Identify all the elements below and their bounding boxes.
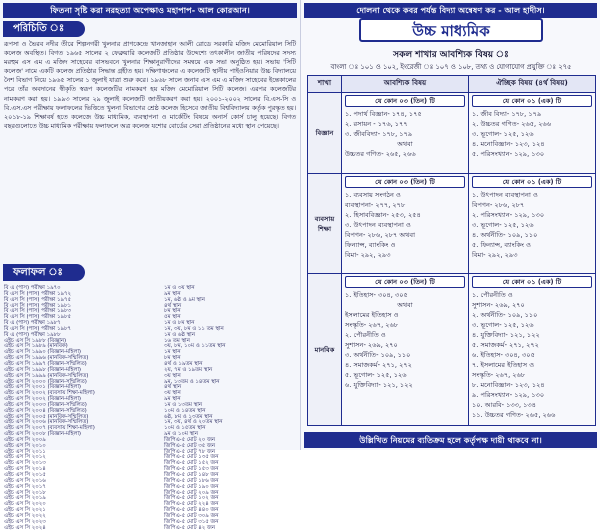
subject-line: সুশাসন- ২৬৯, ২৭০ [345, 341, 398, 350]
result-exam: এইচ এস সি ২০১২ [4, 454, 46, 461]
subject-line: ১. ইতিহাস- ৩০৪, ৩০৫ [345, 291, 408, 300]
results-list [4, 285, 296, 531]
result-position: ২য়, ৭ম ও ১৯তম স্থান [164, 366, 213, 373]
result-exam: বি এস সি (পাস) পরীক্ষা ১৯৮১ [4, 302, 71, 309]
result-exam: এইচ এস সি ২০১৬ [4, 477, 46, 484]
result-exam: এইচ এস সি ২০০১ (বিজ্ঞান-মহিলা) [4, 384, 82, 391]
table-header-row [308, 76, 596, 93]
subject-line: ৩. ভূগোল- ১২৫, ১২৬ [472, 130, 534, 138]
result-exam: এইচ এস সি ২০০২ (ব্যবসায় শিক্ষা-মহিলা) [4, 390, 95, 397]
subject-line: অথবা [397, 140, 413, 148]
subject-line: ৮. মনোবিজ্ঞান- ১২৩, ১২৪ [472, 381, 545, 390]
subject-line: ৯. পরিসংখ্যান- ১২৯, ১৩০ [472, 391, 545, 400]
result-exam: এইচ এস সি ২০২১ [4, 507, 46, 514]
subject-line: ৫. ফিন্যান্স, ব্যাংকিং ও [472, 241, 531, 250]
compulsory-choice-heading: যে কোন ০৩ (তিন) টি [345, 176, 465, 188]
result-position: জিপিএ-৫ মোট ২২৪ জন [164, 501, 219, 508]
hadith-banner: দোলনা থেকে কবর পর্যন্ত বিদ্যা অন্বেষণ কর - আল হাদীস। [304, 3, 597, 18]
subject-line: ২. পৌরনীতি ও [345, 331, 386, 340]
result-exam: এইচ এস সি ২০২২ [4, 512, 46, 519]
subject-line: সংস্কৃতি- ২৬৭, ২৬৮ [345, 321, 399, 330]
optional-subjects-cell [469, 274, 596, 426]
result-position: ৪র্থ স্থান [164, 302, 182, 309]
right-page [300, 0, 600, 450]
result-position: ৮ম স্থান [164, 308, 181, 315]
subject-line: সুশাসন- ২৬৯, ২৭০ [472, 301, 525, 310]
result-position: ১০ম ও ১৪তম স্থান [164, 407, 206, 414]
subject-line: ৬. ইতিহাস- ৩০৪, ৩০৫ [472, 351, 535, 360]
result-exam: এইচ এস সি ১৯৯৭ (বিজ্ঞান-সম্মিলিত) [4, 360, 87, 367]
result-exam: এইচ এস সি ২০১৯ [4, 495, 46, 502]
group-name: বিজ্ঞান [308, 93, 342, 174]
subject-line: ৪. অর্থনীতি- ১০৯, ১১০ [472, 231, 538, 240]
result-exam: বি এস সি (পাস) পরীক্ষা ১৯৭৫ [4, 296, 71, 303]
quran-banner: ফিতনা সৃষ্টি করা নরহত্যা অপেক্ষাও মহাপাপ- আল কোরআন। [3, 3, 297, 18]
result-position: ১ম ও ৩য় স্থান [164, 285, 195, 291]
result-position: জিপিএ-৫ মোট ২০ জন [164, 436, 215, 443]
result-exam: বি এ (পাস) পরীক্ষা ১৯৮৮ [4, 331, 61, 338]
compulsory-subtitle: সকল শাখার আবশ্যিক বিষয় ঃ [393, 50, 509, 60]
subject-line: ৪. যুক্তিবিদ্যা- ১২১, ১২২ [472, 331, 540, 340]
footer-note: উল্লিখিত নিয়মের ব্যতিক্রম হলে কর্তৃপক্ষ দায়ী থাকবে না। [304, 432, 597, 448]
result-position: জিপিএ-৫ মোট ১৫২ জন [164, 460, 219, 467]
subject-line: ৫. সমাজকর্ম- ২৭১, ২৭২ [472, 341, 539, 350]
result-position: ৯ম স্থান [164, 396, 181, 403]
result-exam: এইচ এস সি ২০০৩ (বিজ্ঞান-সম্মিলিত) [4, 401, 87, 408]
result-position: ৪র্থ স্থান [164, 384, 182, 391]
subject-line: ২. হিসাববিজ্ঞান- ২৫৩, ২৫৪ [345, 211, 421, 220]
results-heading: ফলাফল ঃ [3, 264, 85, 281]
subject-line: ১১. উচ্চতর গণিত- ২৬৫, ২৬৬ [472, 411, 556, 420]
group-row [308, 274, 596, 426]
result-position: জিপিএ-৫ মোট ১৯০ জন [164, 483, 219, 490]
result-exam: এইচ এস সি ২০১৩ [4, 460, 46, 467]
subject-line: ৩. জীববিদ্যা- ১৭৮, ১৭৯ [345, 130, 413, 138]
result-position: ১০ম ও ১৫তম স্থান [164, 425, 206, 432]
result-position: ১ম, ৬ষ্ঠ ও ৯ম স্থান [164, 296, 205, 303]
result-exam: এইচ এস সি ১৯৮৮ (বিজ্ঞান) [4, 337, 67, 344]
left-page [0, 0, 300, 531]
result-position: জিপিএ-৫ মোট ১৩৫ জন [164, 454, 219, 461]
result-position: জিপিএ-৫ মোট ২০৯ জন [164, 489, 219, 496]
compulsory-subjects-cell [342, 274, 469, 426]
result-exam: এইচ এস সি ২০০৭ (ব্যবসায় শিক্ষা-মহিলা) [4, 425, 95, 432]
result-position: ১ম, ৩য়, ৪র্থ ও ২০তম স্থান [164, 419, 223, 426]
result-exam: এইচ এস সি ২০১১ [4, 448, 46, 455]
result-exam: এইচ এস সি ২০২৩ [4, 518, 46, 525]
result-exam: এইচ এস সি ২০১০ [4, 442, 46, 449]
subject-line: অথবা [397, 301, 413, 310]
result-position: জিপিএ-৫ মোট ১৫৩ জন [164, 466, 219, 473]
compulsory-choice-heading: যে কোন ০৩ (তিন) টি [345, 95, 465, 107]
result-position: ৩য় স্থান [164, 372, 181, 379]
result-exam: এইচ এস সি ২০০৫ (মানবিক-সম্মিলিত) [4, 413, 89, 420]
result-exam: এইচ এস সি ২০১৭ [4, 483, 46, 490]
result-position: ৪র্থ ও ১৯তম স্থান [164, 360, 203, 367]
result-exam: এইচ এস সি ১৯৯০ (বিজ্ঞান-মহিলা) [4, 349, 82, 356]
compulsory-subjects-cell [342, 174, 469, 274]
result-position: ১ম, ৩য়, ৮ম ও ১১ তম স্থান [164, 325, 224, 332]
result-position: জিপিএ-৫ মোট ৭৮ জন [164, 448, 215, 455]
compulsory-subjects-cell [342, 93, 469, 174]
subject-line: ৩. উৎপাদন ব্যবস্থাপনা ও [345, 221, 411, 230]
result-exam: এইচ এস সি ২০০৪ (বিজ্ঞান-সম্মিলিত) [4, 407, 87, 414]
result-position: ১ম ও ৬ষ্ঠ স্থান [164, 331, 195, 338]
subject-line: ২. উচ্চতর গণিত- ২৬৫, ২৬৬ [472, 120, 552, 128]
subject-line: ফিন্যান্স, ব্যাংকিং ও [345, 241, 396, 250]
result-position: ৩য়, ৮ম, ১০ম ও ১১তম স্থান [164, 343, 226, 350]
optional-subjects-cell [469, 93, 596, 174]
subject-line: ৫. ভূগোল- ১২৫, ১২৬ [345, 371, 407, 380]
result-position: জিপিএ-৫ মোট ১০২ জন [164, 495, 219, 502]
subject-table [307, 75, 596, 426]
subject-line: ৩. অর্থনীতি- ১০৯, ১১০ [345, 351, 411, 360]
result-position: ৩য় স্থান [164, 390, 181, 397]
optional-subjects-cell [469, 174, 596, 274]
result-position: ১৬ তম স্থান [164, 337, 190, 344]
result-exam: এইচ এস সি ২০১৫ [4, 472, 46, 478]
result-position: ১ম ও ১৩তম স্থান [164, 401, 202, 408]
col-header-optional: ঐচ্ছিক বিষয় (৪র্থ বিষয়) [469, 76, 596, 93]
group-row [308, 174, 596, 274]
subject-line: ইসলামের ইতিহাস ও [345, 311, 399, 320]
intro-text: রূপসা ও ভৈরব নদীর তীরে শিল্পনগরী খুলনার প্রাণকেন্দ্রে খানজাহান আলী রোডে সরকারি মজিদ মেমোরিয়াল সিটি কলেজ অবস্থিত। বিগত ১৯৬৫ সালের ২ ফেব্রুয়ারি কলেজটি প্রতিষ্ঠার উদ্দেশ্যে তৎকালীন জাতীয় পরিষদের সদস্য মরহুম এস এম এ মজিদ সাহেবের বাসভবনে খুলনার শিক্ষানুরাগীদের সমন্বয়ে এক সভা অনুষ্ঠিত হয়। সভায় 'সিটি কলেজ' নামে একটি কলেজ প্রতিষ্ঠার সিদ্ধান্ত গ্রহীত হয়। দক্ষিণাঞ্চলের এ কলেজটি স্থানীয় পাইওনিয়ার উচ্চ বিদ্যালয়ে নৈশ বিভাগ নিয়ে ১৯৬৫ সালের ১ জুলাই যাত্রা শুরু করে। ১৯৬৮ সালে জনাব এস এম এ মজিদ সাহেবের ইন্তেকালের পরে তাঁর অবদানের স্বীকৃতি স্বরূপ কলেজটির নামকরণ হয় মজিদ মেমোরিয়াল সিটি কলেজ। এরপর কলেজটির নামকরণ করা হয়। ১৯৯৩ সালের ২৯ জুলাই কলেজটি জাতীয়করণ করা হয়। ২০০১-২০০২ সালের বি.এস-সি ও বি.এস.এস পরীক্ষায় ফলাফলের ভিত্তিতে খুলনা বিভাগের শ্রেষ্ঠ কলেজ হিসেবে জাতীয় বিশ্ববিদ্যালয় কর্তৃক পুরস্কৃত হয়। ২০১৮-১৯ শিক্ষাবর্ষ হতে কলেজে উচ্চ মাধ্যমিক, ব্যবস্থাপনা ও মার্কেটিং বিষয়ে অনার্স কোর্স চালু হয়েছে। বিগত বছরগুলোতে উচ্চ মাধ্যমিক পরীক্ষায় ফলাফলে অত্র কলেজ যশোর বোর্ডের সেরা প্রতিষ্ঠানের মধ্যে স্থান পেয়েছে। [4, 41, 296, 130]
result-position: জিপিএ-৫ মোট ৩৫ জন [164, 442, 215, 449]
result-exam: এইচ এস সি ১৯৯৬ (মানবিক-সম্মিলিত) [4, 355, 89, 362]
result-exam: এইচ এস সি ২০০৬ (মানবিক-সম্মিলিত) [4, 419, 89, 426]
result-exam: বি এস সি (পাস) পরীক্ষা ১৯৮৫ [4, 314, 71, 321]
result-exam: বি এ (পাস) পরীক্ষা ১৯৮৭ [4, 320, 61, 327]
result-exam: এইচ এস সি ২০০৮ (বিজ্ঞান-মহিলা) [4, 431, 82, 438]
subject-line: ব্যবস্থাপনা- ২৭৭, ২৭৮ [345, 201, 406, 210]
result-position: জিপিএ-৫ মোট ৪৪০ জন [164, 507, 219, 514]
subject-line: ১. জীব বিদ্যা- ১৭৮, ১৭৯ [472, 110, 542, 118]
result-exam: এইচ এস সি ২০০০ (বিজ্ঞান-সম্মিলিত) [4, 378, 87, 385]
result-exam: এইচ এস সি ২০০৯ [4, 436, 46, 443]
result-position: ৯ম ও ১০ম স্থান [164, 431, 198, 438]
result-position: ৯ম, ১৩তম ও ১৪তম স্থান [164, 378, 220, 385]
subject-line: ১. উৎপাদন ব্যবস্থাপনা ও [472, 191, 538, 200]
common-subjects: বাংলা ঃ ১০১ ও ১০২, ইংরেজী ঃ ১০৭ ও ১০৮, তথ্য ও যোগাযোগ প্রযুক্তি ঃ ২৭৫ [330, 63, 572, 71]
optional-choice-heading: যে কোন ০১ (এক) টি [472, 276, 592, 288]
result-position: জিপিএ-৫ মোট ৪২ জন [164, 524, 215, 531]
result-exam: বি এস সি (পাস) পরীক্ষা ১৯৮৩ [4, 308, 71, 315]
result-exam: এইচ এস সি ১৯৯৮ (বিজ্ঞান-মহিলা) [4, 366, 82, 373]
optional-choice-heading: যে কোন ০১ (এক) টি [472, 176, 592, 188]
result-exam: এইচ এস সি ১৯৮৯ (মানবিক) [4, 343, 68, 350]
hsc-title: উচ্চ মাধ্যমিক [359, 18, 543, 42]
result-position: ৫ম স্থান [164, 314, 181, 321]
group-row [308, 93, 596, 174]
col-header-branch: শাখা [308, 76, 342, 93]
result-position: জিপিএ-৫ মোট ৩০৯ জন [164, 512, 219, 519]
group-name: ব্যবসায় শিক্ষা [308, 174, 342, 274]
subject-line: ১. পৌরনীতি ও [472, 291, 513, 300]
subject-line: ৫. পরিসংখ্যান- ১২৯, ১৩০ [472, 150, 545, 158]
subject-line: ৬. যুক্তিবিদ্যা- ১২১, ১২২ [345, 381, 413, 390]
result-position: ৬ষ্ঠ, ৮ম ও ১৩তম স্থান [164, 413, 213, 420]
subject-line: ৭. ইসলামের ইতিহাস ও [472, 361, 535, 370]
subject-line: ২. পরিসংখ্যান- ১২৯, ১৩০ [472, 211, 545, 220]
subject-line: সংস্কৃতি- ২৬৭, ২৬৮ [472, 371, 526, 380]
result-exam: বি এস সি (পাস) পরীক্ষা ১৯৮৭ [4, 325, 71, 332]
result-exam: এইচ এস সি ২০০২ (বিজ্ঞান-মহিলা) [4, 396, 82, 403]
subject-line: বিপণন- ২৮৬, ২৮৭ [472, 201, 525, 210]
result-position: জিপিএ-৫ মোট ১৮৬ জন [164, 477, 219, 484]
group-name: মানবিক [308, 274, 342, 426]
subject-line: ১. ব্যবসায় সংগঠন ও [345, 191, 401, 200]
subject-line: ৩. ভূগোল- ১২৫, ১২৬ [472, 221, 534, 230]
col-header-compulsory: আবশ্যিক বিষয় [342, 76, 469, 93]
subject-line: বিপণন- ২৮৬, ২৮৭ অথবা [345, 231, 415, 240]
result-position: জিপিএ-৫ মোট ১৪৮ জন [164, 472, 219, 478]
compulsory-choice-heading: যে কোন ০৩ (তিন) টি [345, 276, 465, 288]
subject-line: ৪. মনোবিজ্ঞান- ১২৩, ১২৪ [472, 140, 545, 148]
result-exam: এইচ এস সি ২০১৮ [4, 489, 46, 496]
subject-line: ২. রসায়ন - ১৭৬, ১৭৭ [345, 120, 408, 128]
subject-line: ৪. সমাজকর্ম- ২৭১, ২৭২ [345, 361, 412, 370]
result-position: ৮ম স্থান [164, 355, 181, 362]
result-exam: এইচ এস সি ২০২০ [4, 501, 46, 508]
result-exam: এইচ এস সি ২০১৪ [4, 466, 46, 473]
intro-heading: পরিচিতি ঃ [3, 21, 85, 37]
subject-line: ১. পদার্থ বিজ্ঞান- ১৭৪, ১৭৫ [345, 110, 422, 118]
subject-line: ১০. আরবি- ১৩৩, ১৩৪ [472, 401, 536, 410]
subject-line: ৩. ভূগোল- ১২৫, ১২৬ [472, 321, 534, 330]
result-exam: বি এস সি (পাস) পরীক্ষা ১৯৭২ [4, 290, 71, 297]
result-exam: বি এ (পাস) পরীক্ষা ১৯৭০ [4, 285, 61, 291]
result-position: ১ম ও ৮ম স্থান [164, 320, 195, 327]
result-exam: এইচ এস সি ১৯৯৯ (মানবিক-সম্মিলিত) [4, 372, 89, 379]
optional-choice-heading: যে কোন ০১ (এক) টি [472, 95, 592, 107]
subject-line: বিমা- ২৯২, ২৯৩ [345, 251, 391, 260]
subject-line: ২. অর্থনীতি- ১০৯, ১১০ [472, 311, 538, 320]
result-position: ১ম স্থান [164, 349, 181, 356]
result-position: ৯ম স্থান [164, 290, 181, 297]
result-row [4, 526, 296, 531]
subject-line: বিমা- ২৯২, ২৯৩ [472, 251, 518, 260]
result-exam: এইচ এস সি ২০২৪ [4, 524, 46, 531]
subject-line: উচ্চতর গণিত- ২৬৫, ২৬৬ [345, 150, 416, 158]
result-position: জিপিএ-৫ মোট ৩১৫ জন [164, 518, 219, 525]
